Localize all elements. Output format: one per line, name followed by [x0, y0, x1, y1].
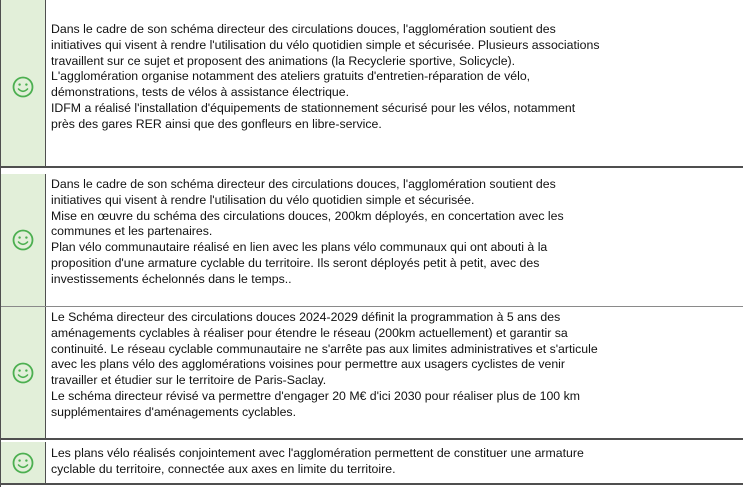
text-line: communes et les partenaires. — [51, 224, 213, 239]
icon-cell — [1, 8, 46, 166]
table-row — [1, 174, 743, 307]
text-line: Les plans vélo réalisés conjointement avec l'agglomération permettent de constituer une armature — [51, 446, 584, 460]
row-text — [46, 174, 743, 306]
row-text — [46, 307, 743, 438]
top-strip-icon-cell — [1, 0, 46, 8]
text-line: proposition d'une armature cyclable du territoire. Ils seront déployés petit à petit, avec des — [51, 255, 540, 270]
text-line: Mise en œuvre du schéma des circulations douces, 200km déployés, en concertation avec les — [51, 208, 564, 223]
text-line: Dans le cadre de son schéma directeur des circulations douces, l'agglomération soutient des — [51, 22, 556, 36]
row-text — [46, 8, 743, 166]
text-line: près des gares RER ainsi que des gonfleurs en libre-service. — [51, 116, 382, 131]
smiley-icon — [12, 362, 34, 384]
text-line: continuité. Le réseau cyclable communautaire ne s'arrête pas aux limites administratives et s'articule — [51, 341, 598, 356]
text-line: investissements échelonnés dans le temps.. — [51, 271, 292, 286]
table-row — [1, 442, 743, 485]
text-line: L'agglomération organise notamment des ateliers gratuits d'entretien-réparation de vélo, — [51, 69, 531, 84]
text-line: démonstrations, tests de vélos à assistance électrique. — [51, 85, 350, 99]
table-top-strip — [1, 0, 743, 8]
text-line: initiatives qui visent à rendre l'utilisation du vélo quotidien simple et sécurisée. Plusieurs associations — [51, 37, 600, 52]
row-text — [46, 442, 743, 483]
smiley-icon — [12, 452, 34, 474]
text-line: aménagements cyclables à réaliser pour étendre le réseau (200km actuellement) et garantir sa — [51, 325, 568, 340]
text-line: travaillent sur ce sujet et proposent des animations (la Recyclerie sportive, Solicycle). — [51, 53, 516, 68]
text-line: Le schéma directeur révisé va permettre d'engager 20 M€ d'ici 2030 pour réaliser plus de 100 km — [51, 388, 580, 403]
text-line: travailler et étudier sur le territoire de Paris-Saclay. — [51, 373, 327, 387]
text-line: IDFM a réalisé l'installation d'équipements de stationnement sécurisé pour les vélos, notamment — [51, 100, 576, 115]
text-line: initiatives qui visent à rendre l'utilisation du vélo quotidien simple et sécurisée. — [51, 192, 475, 207]
icon-cell — [1, 174, 46, 306]
icon-cell — [1, 442, 46, 483]
smiley-icon — [12, 229, 34, 251]
text-line: Dans le cadre de son schéma directeur des circulations douces, l'agglomération soutient des — [51, 177, 556, 191]
table-row — [1, 8, 743, 168]
text-line: Plan vélo communautaire réalisé en lien avec les plans vélo communaux qui ont abouti à la — [51, 240, 548, 254]
text-line: cyclable du territoire, connectée aux axes en limite du territoire. — [51, 461, 396, 476]
smiley-icon — [12, 76, 34, 98]
text-line: Le Schéma directeur des circulations douces 2024-2029 définit la programmation à 5 ans des — [51, 310, 561, 324]
text-line: avec les plans vélo des agglomérations voisines pour permettre aux usagers cyclistes de venir — [51, 357, 565, 372]
text-line: supplémentaires d'aménagements cyclables. — [51, 404, 297, 419]
icon-cell — [1, 307, 46, 438]
table-row — [1, 307, 743, 440]
